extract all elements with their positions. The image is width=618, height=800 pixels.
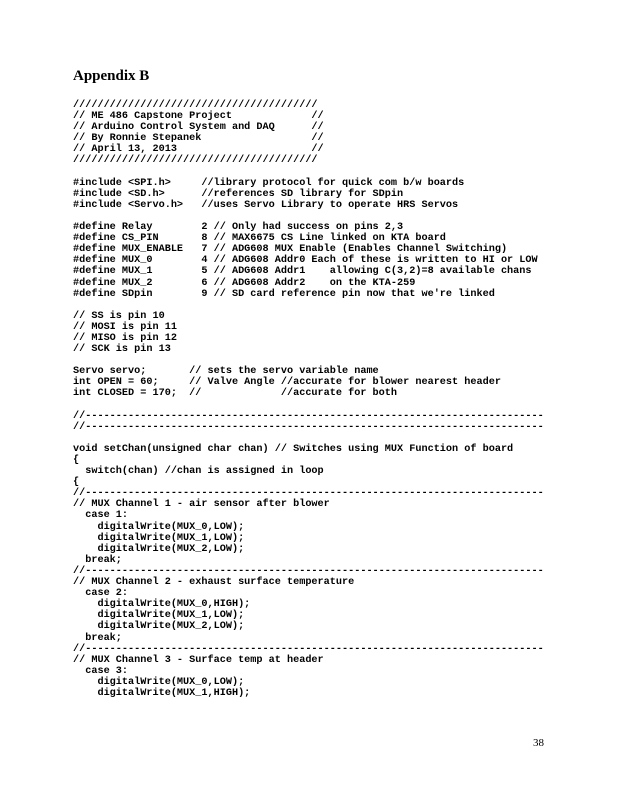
code-line: #define CS_PIN 8 // MAX6675 CS Line linked on KTA board — [73, 233, 446, 245]
code-line: // MUX Channel 3 - Surface temp at header — [73, 654, 324, 666]
code-line: // MISO is pin 12 — [73, 332, 177, 344]
blank-line — [73, 211, 553, 222]
code-line: { — [73, 477, 80, 489]
code-line: // MUX Channel 2 - exhaust surface temperature — [73, 577, 355, 589]
code-line: // ME 486 Capstone Project // — [73, 111, 324, 123]
code-line: digitalWrite(MUX_0,HIGH); — [73, 599, 251, 611]
code-line: switch(chan) //chan is assigned in loop — [73, 466, 324, 478]
code-line: //--------------------------------------------------------------------------- — [73, 565, 544, 577]
blank-line — [73, 300, 553, 311]
code-listing — [73, 100, 553, 699]
blank-line — [73, 433, 553, 444]
blank-line — [73, 400, 553, 411]
code-line: #define Relay 2 // Only had success on pins 2,3 — [73, 222, 404, 234]
code-line: case 2: — [73, 588, 129, 600]
code-line: break; — [73, 554, 122, 566]
code-line: // By Ronnie Stepanek // — [73, 133, 324, 145]
code-line: digitalWrite(MUX_0,LOW); — [73, 676, 245, 688]
code-line: case 1: — [73, 510, 129, 522]
code-line: // April 13, 2013 // — [73, 144, 324, 156]
code-line: #define MUX_2 6 // ADG608 Addr2 on the KTA-259 — [73, 277, 416, 289]
code-line: digitalWrite(MUX_1,LOW); — [73, 610, 245, 622]
code-line: //--------------------------------------------------------------------------- — [73, 643, 544, 655]
code-line: // MUX Channel 1 - air sensor after blower — [73, 499, 330, 511]
code-line: { — [73, 455, 80, 466]
code-line: // MOSI is pin 11 — [73, 321, 177, 333]
page-number: 38 — [533, 737, 544, 749]
code-line: // Arduino Control System and DAQ // — [73, 122, 324, 134]
code-line: #define MUX_1 5 // ADG608 Addr1 allowing C(3,2)=8 available chans — [73, 266, 532, 278]
code-line: //--------------------------------------------------------------------------- — [73, 421, 544, 433]
code-line: digitalWrite(MUX_2,LOW); — [73, 621, 245, 633]
code-line: digitalWrite(MUX_2,LOW); — [73, 543, 245, 555]
code-line: int CLOSED = 170; // //accurate for both — [73, 388, 398, 400]
code-line: //--------------------------------------------------------------------------- — [73, 488, 544, 500]
code-line: #include <Servo.h> //uses Servo Library to operate HRS Servos — [73, 199, 459, 211]
code-line: digitalWrite(MUX_1,HIGH); — [73, 687, 251, 699]
blank-line — [73, 167, 553, 178]
code-line: digitalWrite(MUX_0,LOW); — [73, 521, 245, 533]
code-line: //////////////////////////////////////// — [73, 155, 318, 167]
code-line: //--------------------------------------------------------------------------- — [73, 410, 544, 422]
appendix-heading: Appendix B — [73, 68, 150, 84]
code-line: case 3: — [73, 665, 129, 677]
code-line: Servo servo; // sets the servo variable name — [73, 366, 379, 378]
code-line: #include <SD.h> //references SD library for SDpin — [73, 188, 404, 200]
code-line: #define SDpin 9 // SD card reference pin now that we're linked — [73, 288, 495, 300]
blank-line — [73, 355, 553, 366]
code-line: #define MUX_0 4 // ADG608 Addr0 Each of these is written to HI or LOW — [73, 255, 538, 267]
code-line: int OPEN = 60; // Valve Angle //accurate for blower nearest header — [73, 377, 501, 389]
code-line: #define MUX_ENABLE 7 // ADG608 MUX Enable (Enables Channel Switching) — [73, 244, 508, 256]
code-line: // SCK is pin 13 — [73, 344, 171, 356]
code-line: #include <SPI.h> //library protocol for quick com b/w boards — [73, 177, 465, 189]
code-line: // SS is pin 10 — [73, 310, 165, 322]
code-line: digitalWrite(MUX_1,LOW); — [73, 532, 245, 544]
code-line: //////////////////////////////////////// — [73, 100, 318, 111]
code-line: void setChan(unsigned char chan) // Switches using MUX Function of board — [73, 443, 514, 455]
code-line: break; — [73, 632, 122, 644]
